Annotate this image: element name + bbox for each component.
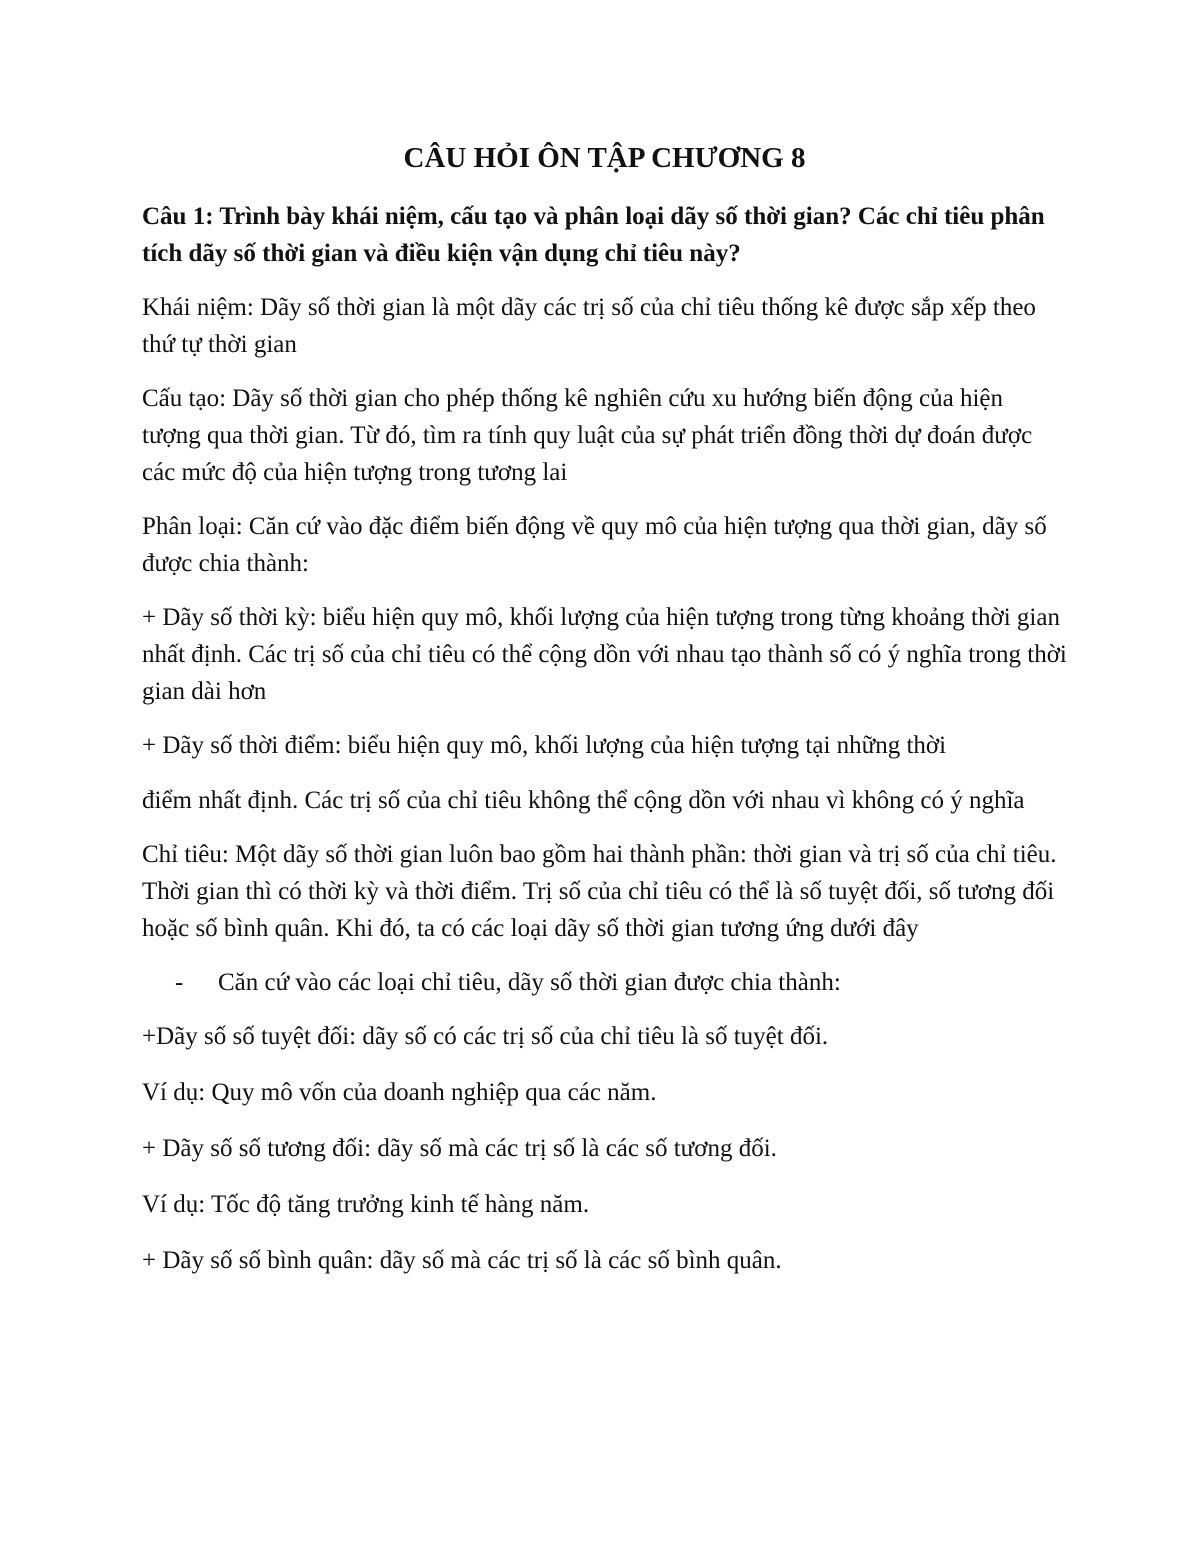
paragraph-khai-niem: Khái niệm: Dãy số thời gian là một dãy các trị số của chỉ tiêu thống kê được sắp xếp theo thứ tự thời gian: [142, 294, 1036, 358]
paragraph-thoi-diem-line1: + Dãy số thời điểm: biểu hiện quy mô, khối lượng của hiện tượng tại những thời: [142, 732, 947, 759]
question-1: Câu 1: Trình bày khái niệm, cấu tạo và phân loại dãy số thời gian? Các chỉ tiêu phân tích dãy số thời gian và điều kiện vận dụng chỉ tiêu này?: [142, 203, 1045, 267]
bullet-marker: -: [175, 969, 184, 996]
paragraph-thoi-diem-line2: điểm nhất định. Các trị số của chỉ tiêu không thể cộng dồn với nhau vì không có ý nghĩa: [142, 787, 1025, 814]
document-content: [142, 138, 1067, 1298]
example-tuong-doi: Ví dụ: Tốc độ tăng trưởng kinh tế hàng năm.: [142, 1191, 590, 1218]
document-title: CÂU HỎI ÔN TẬP CHƯƠNG 8: [403, 142, 806, 174]
paragraph-thoi-ky: + Dãy số thời kỳ: biểu hiện quy mô, khối lượng của hiện tượng trong từng khoảng thời gian nhất định. Các trị số của chỉ tiêu có thể cộng dồn với nhau tạo thành số có ý nghĩa trong thời gian dài hơn: [142, 604, 1067, 705]
item-tuong-doi: + Dãy số số tương đối: dãy số mà các trị số là các số tương đối.: [142, 1135, 777, 1162]
item-binh-quan: + Dãy số số bình quân: dãy số mà các trị số là các số bình quân.: [142, 1247, 782, 1274]
bullet-text: Căn cứ vào các loại chỉ tiêu, dãy số thời gian được chia thành:: [218, 969, 841, 996]
bullet-item: [142, 964, 1067, 1001]
example-tuyet-doi: Ví dụ: Quy mô vốn của doanh nghiệp qua các năm.: [142, 1079, 657, 1106]
paragraph-phan-loai: Phân loại: Căn cứ vào đặc điểm biến động về quy mô của hiện tượng qua thời gian, dãy số được chia thành:: [142, 513, 1047, 577]
item-tuyet-doi: +Dãy số số tuyệt đối: dãy số có các trị số của chỉ tiêu là số tuyệt đối.: [142, 1023, 829, 1050]
paragraph-chi-tieu: Chỉ tiêu: Một dãy số thời gian luôn bao gồm hai thành phần: thời gian và trị số của chỉ tiêu. Thời gian thì có thời kỳ và thời điểm. Trị số của chỉ tiêu có thể là số tuyệt đối, số tương đối hoặc số bình quân. Khi đó, ta có các loại dãy số thời gian tương ứng dưới đây: [142, 841, 1057, 942]
paragraph-cau-tao: Cấu tạo: Dãy số thời gian cho phép thống kê nghiên cứu xu hướng biến động của hiện tượng qua thời gian. Từ đó, tìm ra tính quy luật của sự phát triển đồng thời dự đoán được các mức độ của hiện tượng trong tương lai: [142, 385, 1033, 486]
